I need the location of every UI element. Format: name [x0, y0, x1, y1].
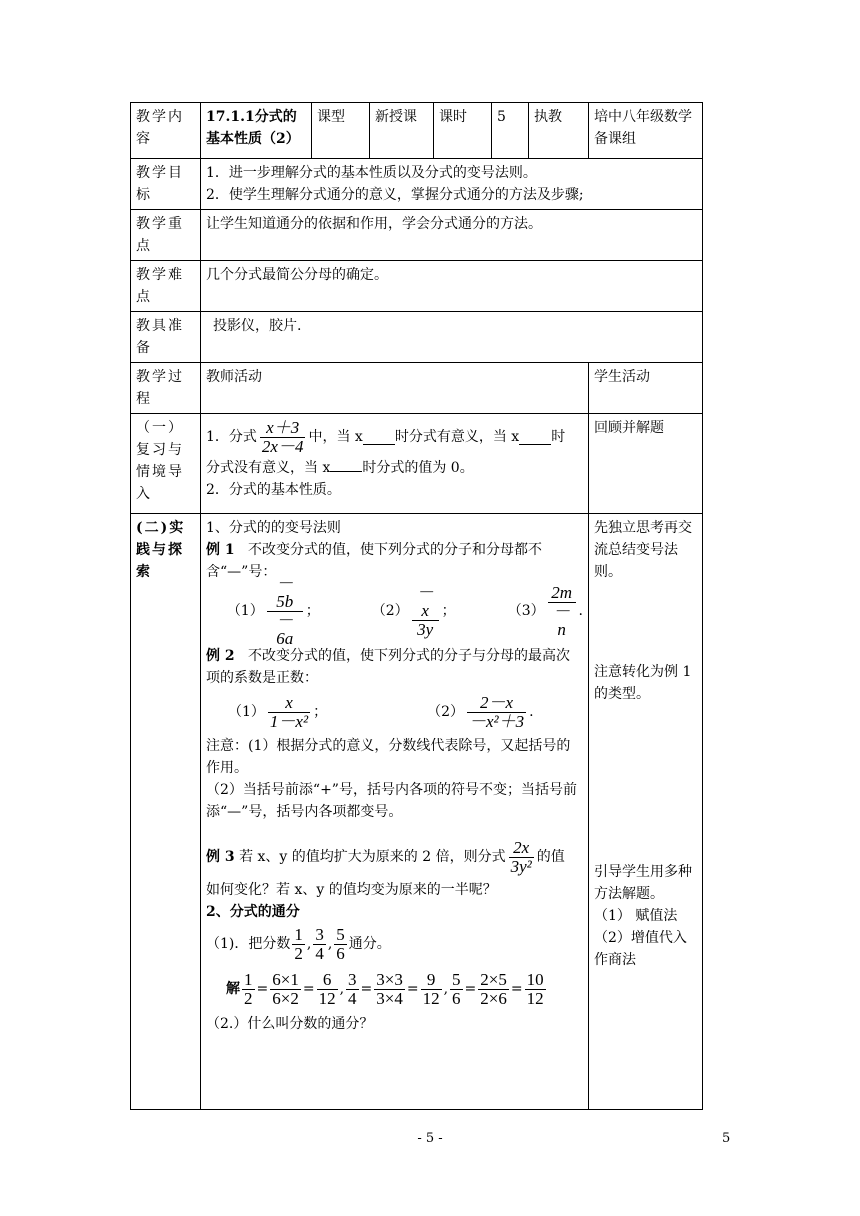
practice-row [131, 514, 703, 1110]
sol2-c [421, 971, 442, 1008]
ex2-item1-tail: ； [313, 704, 328, 720]
review-q1 [206, 417, 583, 457]
lesson-type-label: 课型 [312, 103, 370, 159]
keypoint-text: 让学生知道通分的依据和作用，学会分式通分的方法。 [201, 210, 703, 261]
student-note-1: 先独立思考再交流总结变号法则。 [594, 520, 692, 580]
section2-title: 2、分式的通分 [206, 904, 300, 920]
review-q1-line2a: 分式没有意义，当 x [206, 460, 331, 476]
sol2-b [374, 971, 405, 1008]
s2-frac-1-den: 2 [294, 943, 303, 963]
blank-3 [330, 457, 362, 472]
review-label: （一）复习与情境导入 [131, 414, 201, 514]
sol1-b [270, 971, 301, 1008]
ex3-num: 2x [509, 839, 534, 858]
keypoint-row [131, 210, 703, 261]
goals-line-1: 1．进一步理解分式的基本性质以及分式的变号法则。 [206, 165, 537, 181]
review-content [201, 414, 589, 514]
review-q1-line2b: 时分式的值为 0。 [362, 460, 474, 476]
review-q1-line2 [206, 457, 583, 479]
teacher-label: 执教 [529, 103, 589, 159]
process-label: 教学过程 [131, 363, 201, 414]
example2 [206, 645, 583, 689]
ex2-item2-num: 2－x [467, 694, 526, 713]
ex2-item1-frac [268, 694, 310, 731]
ex1-item3-num: 2m [548, 584, 576, 603]
example3-pre: 若 x、y 的值均扩大为原来的 2 倍，则分式 [239, 849, 506, 865]
section2-q2: （2.）什么叫分数的通分？ [206, 1016, 374, 1032]
note-2: （2）当括号前添“+”号，括号内各项的符号不变；当括号前添“—”号，括号内各项都变号。 [206, 782, 577, 820]
review-row [131, 414, 703, 514]
ex1-item2-den: 3y [417, 619, 434, 639]
example2-text: 不改变分式的值，使下列分式的分子与分母的最高次项的系数是正数： [206, 648, 570, 686]
review-q1-mid3: 时 [551, 429, 566, 445]
sol1-a [242, 971, 255, 1008]
sol3-c-num: 10 [526, 969, 544, 989]
ex1-item3-idx: （3） [507, 603, 545, 619]
s2-frac-2-den: 4 [315, 943, 324, 963]
ex2-item1-num: x [268, 694, 310, 713]
section1-title: 1、分式的的变号法则 [206, 520, 341, 536]
blank-1 [363, 430, 395, 445]
tools-text: 投影仪，胶片. [201, 312, 703, 363]
goals-content [201, 159, 703, 210]
sol3-b-num: 2×5 [480, 969, 507, 989]
example3-post: 的值 [536, 849, 565, 865]
sol2-a-den: 4 [348, 988, 357, 1008]
goals-label: 教学目标 [131, 159, 201, 210]
ex1-item3-frac [548, 584, 576, 639]
solution: 解 $\frac{1}{2}$ = $\frac{6\times 1}{6\times 2}$ = $\frac{6}{12}$ , $\frac{3}{4}$ = $\frac{3\times 3}{3\times 4}$ = $\frac{9}{12}$ , $\frac{5}{6}$ = $\frac{2\times 5}{2\times 6}$ = $\frac{10}{12}$ [226, 969, 544, 1008]
page-number-right: 5 [722, 1131, 731, 1146]
difficulty-text: 几个分式最简公分母的确定。 [201, 261, 703, 312]
s2-frac-3-den: 6 [336, 943, 345, 963]
sol1-a-num: 1 [244, 969, 253, 989]
blank-2 [519, 430, 551, 445]
keypoint-label: 教学重点 [131, 210, 201, 261]
sol2-b-num: 3×3 [376, 969, 403, 989]
ex1-item1-den: －6a [276, 610, 294, 648]
sol3-b-den: 2×6 [480, 988, 507, 1008]
sol1-a-den: 2 [244, 988, 253, 1008]
review-q1-mid2: 时分式有意义，当 x [394, 429, 520, 445]
tools-row [131, 312, 703, 363]
review-q1-pre: 1．分式 [206, 429, 257, 445]
s2-frac-3-num: 5 [336, 924, 345, 944]
s2-frac-1 [292, 926, 305, 963]
ex2-item1-idx: （1） [228, 704, 265, 720]
header-label: 教学内容 [131, 103, 201, 159]
ex2-item2-tail: . [529, 704, 534, 720]
lesson-type-value: 新授课 [370, 103, 434, 159]
ex1-item2-num: －x [412, 584, 439, 621]
review-frac-num: x＋3 [260, 419, 306, 438]
ex1-item3-den: －n [553, 601, 571, 639]
goals-row [131, 159, 703, 210]
tools-label: 教具准备 [131, 312, 201, 363]
example1-label: 例 1 [206, 542, 235, 558]
example1-text: 不改变分式的值，使下列分式的分子和分母都不含“—”号： [206, 542, 542, 580]
sol3-b [478, 971, 509, 1008]
sol2-b-den: 3×4 [376, 988, 403, 1008]
ex1-item3-tail: . [578, 603, 583, 619]
student-note-4: （1） 赋值法 [594, 908, 678, 924]
section2-q1: （1)．把分数 $\frac{1}{2}$ , $\frac{3}{4}$ , $\frac{5}{6}$ 通分。 [206, 924, 391, 963]
teacher-value: 培中八年级数学备课组 [589, 103, 703, 159]
difficulty-row [131, 261, 703, 312]
difficulty-label: 教学难点 [131, 261, 201, 312]
review-frac-den: 2x－4 [261, 436, 304, 456]
example2-items [206, 689, 583, 735]
example1-items [206, 573, 583, 648]
review-q2: 2．分式的基本性质。 [206, 482, 341, 498]
s2-q1-post: 通分。 [348, 936, 391, 952]
example1 [206, 539, 583, 583]
ex3-frac [509, 839, 534, 876]
sol2-a-num: 3 [348, 969, 357, 989]
ex3-den: 3y² [510, 856, 532, 876]
period-label: 课时 [434, 103, 492, 159]
practice-student [589, 514, 703, 1110]
note-1: 注意：(1）根据分式的意义，分数线代表除号，又起括号的作用。 [206, 738, 571, 776]
goals-line-2: 2．使学生理解分式通分的意义，掌握分式通分的方法及步骤; [206, 187, 584, 203]
s2-frac-2-num: 3 [315, 924, 324, 944]
example3-line2: 如何变化？若 x、y 的值均变为原来的一半呢？ [206, 882, 497, 898]
s2-frac-2 [313, 926, 326, 963]
sol3-c-den: 12 [526, 988, 544, 1008]
sol1-b-num: 6×1 [272, 969, 299, 989]
s2-frac-3 [334, 926, 347, 963]
example3-label: 例 3 [206, 849, 235, 865]
ex1-item2-tail: ； [441, 603, 456, 619]
sol3-a [450, 971, 463, 1008]
review-fraction [260, 419, 306, 456]
ex1-item1-idx: （1） [226, 603, 264, 619]
sol3-c [525, 971, 546, 1008]
sol2-a [346, 971, 359, 1008]
ex2-item1-den: 1－x² [269, 711, 309, 731]
process-row [131, 363, 703, 414]
page-number: - 5 - [417, 1131, 443, 1146]
s2-frac-1-num: 1 [294, 924, 303, 944]
sol1-c [317, 971, 338, 1008]
period-value: 5 [492, 103, 529, 159]
sol3-a-num: 5 [452, 969, 461, 989]
sol1-c-den: 12 [318, 988, 336, 1008]
sol1-c-num: 6 [317, 971, 338, 990]
header-row [131, 103, 703, 159]
ex1-item1-frac [267, 575, 303, 648]
example3 [206, 835, 583, 879]
ex2-item2-frac [467, 694, 526, 731]
ex1-item2-frac [412, 584, 439, 639]
solution-label: 解 [226, 981, 240, 997]
review-q1-mid1: 中，当 x [308, 429, 363, 445]
sol2-c-den: 12 [422, 988, 440, 1008]
review-student: 回顾并解题 [589, 414, 703, 514]
student-note-5: （2）增值代入作商法 [594, 930, 687, 968]
lesson-title: 17.1.1分式的基本性质（2） [201, 103, 312, 159]
practice-content [201, 514, 589, 1110]
student-activity-header: 学生活动 [589, 363, 703, 414]
student-note-3: 引导学生用多种方法解题。 [594, 864, 692, 902]
practice-label: (二)实践与探索 [131, 514, 201, 1110]
example2-label: 例 2 [206, 648, 235, 664]
ex1-item1-num: －5b [267, 575, 303, 612]
ex1-item1-tail: ； [305, 603, 320, 619]
teacher-activity-header: 教师活动 [201, 363, 589, 414]
s2-q1-pre: （1)．把分数 [206, 936, 291, 952]
ex1-item2-idx: （2） [371, 603, 409, 619]
student-note-2: 注意转化为例 1 的类型。 [594, 664, 692, 702]
sol2-c-num: 9 [421, 971, 442, 990]
ex2-item2-idx: （2） [427, 704, 464, 720]
sol3-a-den: 6 [452, 988, 461, 1008]
ex2-item2-den: －x²＋3 [469, 711, 525, 731]
lesson-plan-table [130, 102, 703, 1110]
sol1-b-den: 6×2 [272, 988, 299, 1008]
